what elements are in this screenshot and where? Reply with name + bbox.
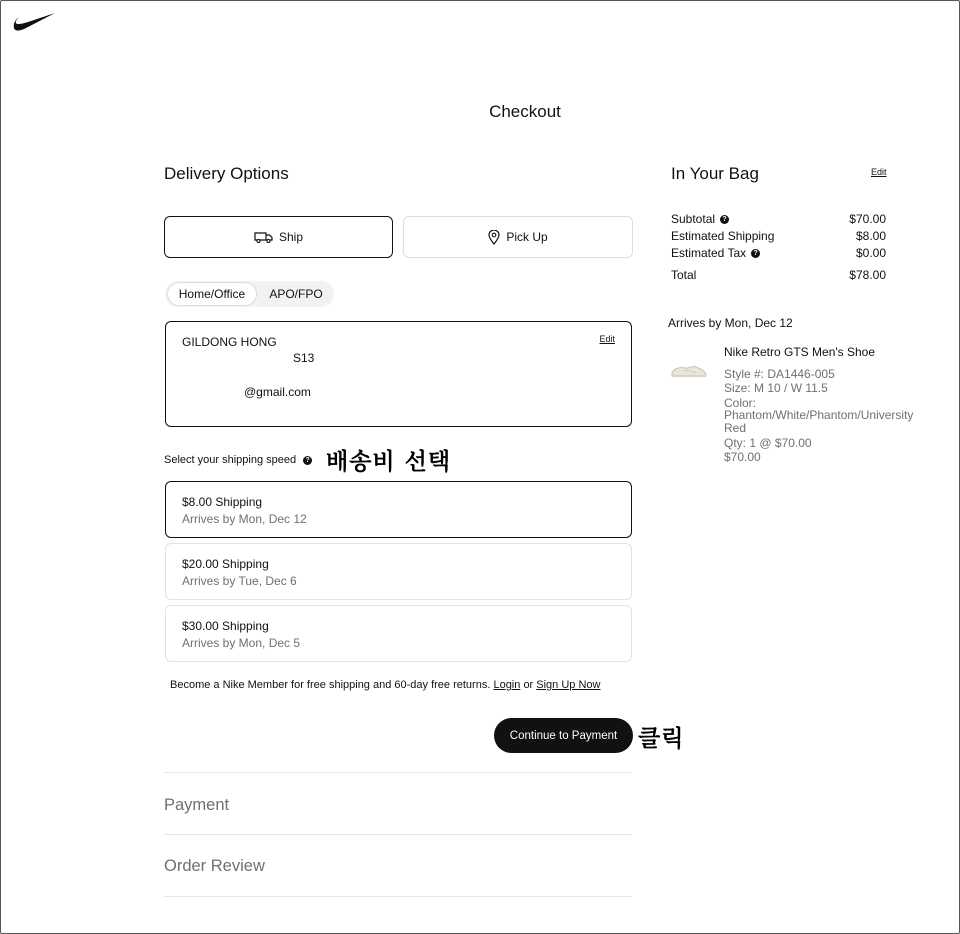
divider [164,896,632,897]
shipping-address-card[interactable] [165,321,632,427]
address-name: GILDONG HONG [182,335,277,349]
location-pin-icon [488,230,500,245]
nike-swoosh-icon[interactable] [12,10,56,32]
login-link[interactable]: Login [493,679,521,691]
pickup-button[interactable] [403,216,633,258]
product-style: Style #: DA1446-005 [724,367,835,381]
summary-total [671,268,886,282]
shipping-option-price: $30.00 Shipping [182,619,269,633]
annotation-shipping-select: 배송비 선택 [326,449,452,475]
shipping-option-8[interactable] [165,481,632,538]
bag-edit-link[interactable]: Edit [871,167,887,177]
product-color-label: Color: [724,396,757,410]
shipping-speed-label [164,454,312,466]
address-email: @gmail.com [244,385,311,399]
product-thumbnail[interactable] [670,360,708,380]
divider [164,772,632,773]
summary-label: Estimated Shipping [671,229,775,243]
question-circle-icon[interactable]: ? [751,249,760,258]
truck-icon [254,231,273,243]
annotation-click: 클릭 [638,726,685,752]
divider [164,834,632,835]
bag-title: In Your Bag [671,164,759,183]
summary-value: $70.00 [849,212,886,226]
member-or: or [523,679,534,691]
question-circle-icon[interactable]: ? [720,215,729,224]
continue-to-payment-button[interactable]: Continue to Payment [494,718,633,753]
address-type-toggle [165,281,334,307]
summary-tax [671,246,886,260]
address-edit-link[interactable]: Edit [599,334,615,344]
summary-label: Subtotal [671,212,716,226]
shipping-option-arrival: Arrives by Tue, Dec 6 [182,574,297,588]
shipping-option-arrival: Arrives by Mon, Dec 5 [182,636,301,650]
shipping-option-price: $20.00 Shipping [182,557,269,571]
ship-button[interactable] [164,216,393,258]
order-review-section-title[interactable]: Order Review [164,857,265,875]
ship-label: Ship [278,230,304,244]
product-price: $70.00 [724,450,761,464]
shipping-speed-text: Select your shipping speed [164,454,297,466]
member-promo-text: Become a Nike Member for free shipping and 60-day free returns. [170,679,491,691]
summary-value: $0.00 [855,246,886,260]
product-color: Phantom/White/Phantom/University [724,408,914,422]
summary-value: $8.00 [855,229,886,243]
shipping-option-30[interactable] [165,605,632,662]
product-color-cont: Red [724,421,747,435]
question-circle-icon[interactable]: ? [303,456,312,465]
summary-value: $78.00 [849,268,886,282]
shipping-option-20[interactable] [165,543,632,600]
address-line: S13 [293,351,315,365]
bag-arrival: Arrives by Mon, Dec 12 [668,316,793,330]
member-promo [170,679,600,691]
summary-shipping [671,229,886,243]
summary-subtotal [671,212,886,226]
page-title: Checkout [489,102,561,121]
shipping-option-arrival: Arrives by Mon, Dec 12 [182,512,307,526]
summary-label: Estimated Tax [671,246,747,260]
pickup-label: Pick Up [506,230,548,244]
product-qty: Qty: 1 @ $70.00 [724,436,812,450]
delivery-options-title: Delivery Options [164,164,289,183]
shipping-option-price: $8.00 Shipping [182,495,263,509]
signup-link[interactable]: Sign Up Now [536,679,601,691]
tab-home-office[interactable]: Home/Office [167,282,257,306]
tab-apo-fpo[interactable]: APO/FPO [269,287,323,301]
payment-section-title[interactable]: Payment [164,796,230,814]
summary-label: Total [671,268,697,282]
product-name[interactable]: Nike Retro GTS Men's Shoe [724,345,876,359]
product-size: Size: M 10 / W 11.5 [724,381,828,395]
